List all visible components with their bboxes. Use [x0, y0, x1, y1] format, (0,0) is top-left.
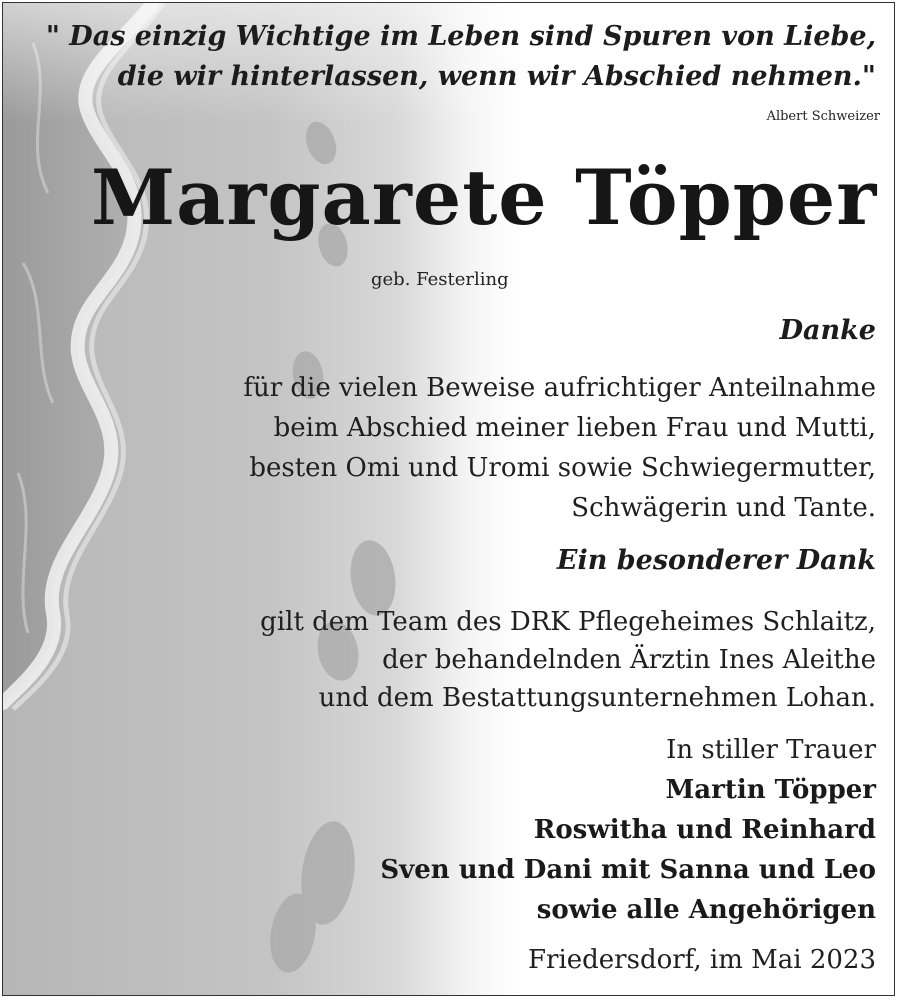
thanks-line: besten Omi und Uromi sowie Schwiegermutter,	[249, 453, 876, 483]
special-thanks-heading: Ein besonderer Dank	[556, 545, 876, 576]
mourners-intro: In stiller Trauer	[666, 735, 876, 765]
thanks-line: für die vielen Beweise aufrichtiger Anteilnahme	[243, 373, 876, 403]
mourner-name: sowie alle Angehörigen	[536, 895, 876, 925]
special-thanks-line: gilt dem Team des DRK Pflegeheimes Schlaitz,	[260, 607, 876, 637]
deceased-name: Margarete Töpper	[91, 153, 878, 242]
mourner-name: Martin Töpper	[665, 775, 876, 805]
mourner-name: Sven und Dani mit Sanna und Leo	[380, 855, 876, 885]
quote-line-1: " Das einzig Wichtige im Leben sind Spuren von Liebe,	[45, 21, 876, 52]
thanks-heading: Danke	[779, 315, 876, 346]
notice-text	[3, 3, 894, 995]
place-date: Friedersdorf, im Mai 2023	[527, 945, 876, 975]
quote-author: Albert Schweizer	[766, 109, 880, 124]
quote-line-2: die wir hinterlassen, wenn wir Abschied nehmen."	[117, 61, 876, 92]
birth-name: geb. Festerling	[371, 269, 509, 290]
special-thanks-line: der behandelnden Ärztin Ines Aleithe	[382, 645, 876, 675]
obituary-notice	[2, 2, 895, 996]
thanks-line: beim Abschied meiner lieben Frau und Mutti,	[273, 413, 876, 443]
special-thanks-line: und dem Bestattungsunternehmen Lohan.	[318, 683, 876, 713]
mourner-name: Roswitha und Reinhard	[533, 815, 876, 845]
thanks-line: Schwägerin und Tante.	[571, 493, 876, 523]
